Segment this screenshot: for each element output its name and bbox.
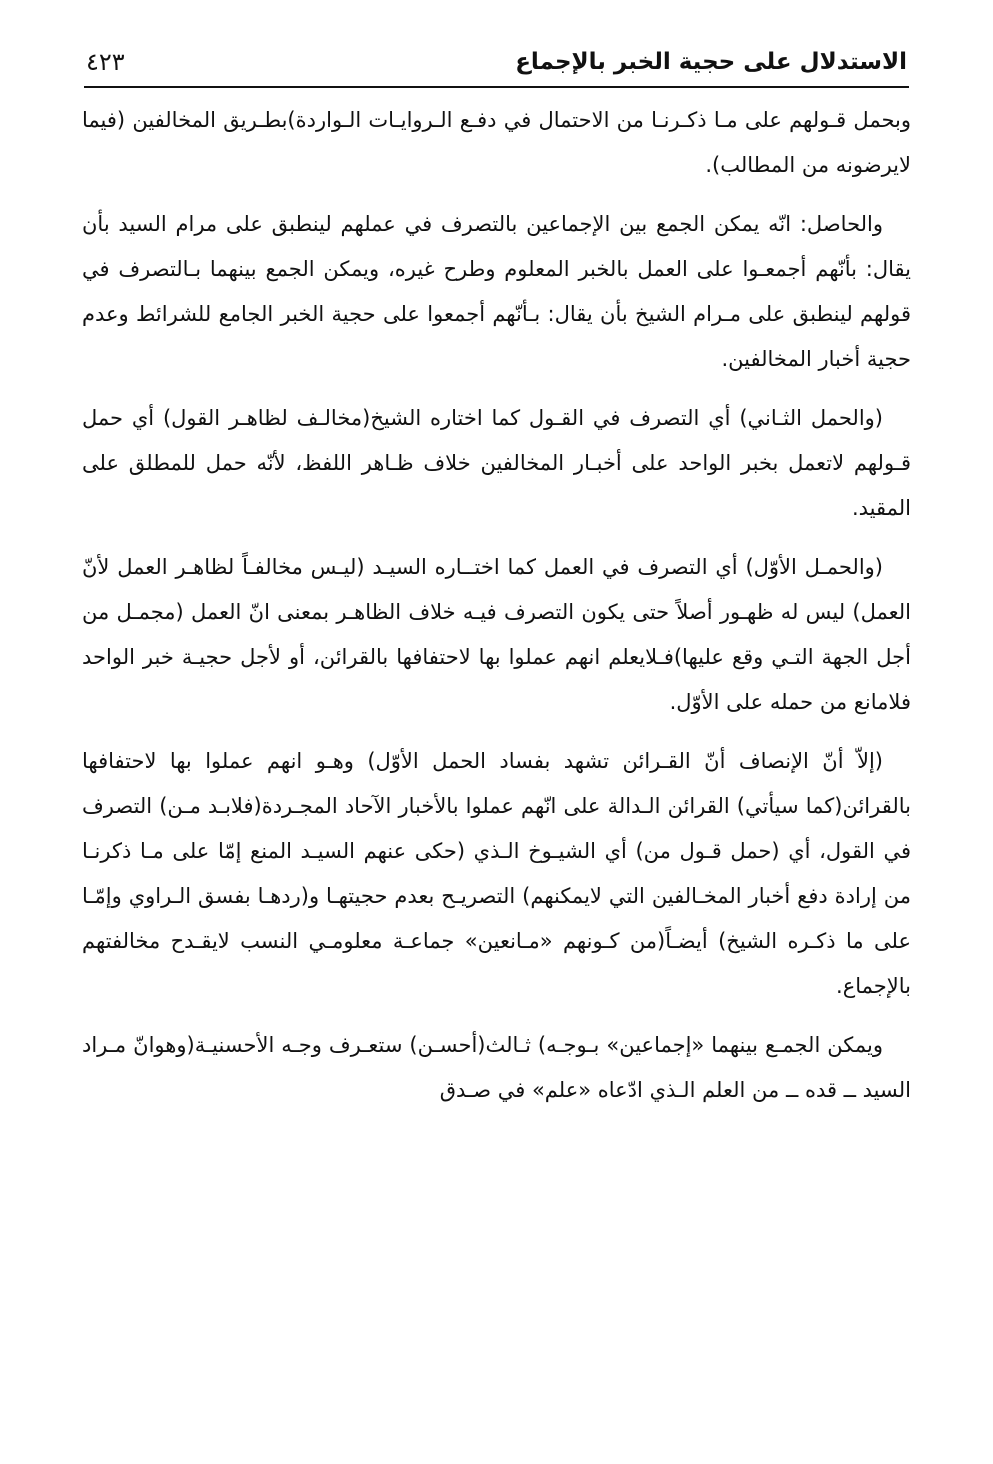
paragraph-4: (والحمـل الأوّل) أي التصرف في العمل كما اختــاره السيـد (ليـس مخالفـاً لظاهـر العمل لأنّ العمل) ليس له ظهـور أصلاً حتى يكون التصرف فيـه خلاف الظاهـر بمعنى انّ العمل (مجمـل من أجل الجهة التـي وقع عليها)فـلايعلم انهم عملوا بها لاحتفافها بالقرائن، أو لأجل حجيـة خبر الواحد فلامانع من حمله على الأوّل. bbox=[82, 555, 911, 714]
paragraph-1: وبحمل قـولهم على مـا ذكـرنـا من الاحتمال في دفـع الـروايـات الـواردة)بطـريق المخالفين (فيما لايرضونه من المطالب). bbox=[82, 108, 911, 177]
paragraph-5: (إلاّ أنّ الإنصاف أنّ القـرائن تشهد بفساد الحمل الأوّل) وهـو انهم عملوا بها لاحتفافها بالقرائن(كما سيأتي) القرائن الـدالة على انّهم عملوا بالأخبار الآحاد المجـردة(فلابـد مـن) التصرف في القول، أي (حمل قـول من) أي الشيـوخ الـذي (حكى عنهم السيـد المنع إمّا على مـا ذكرنـا من إرادة دفع أخبار المخـالفين التي لايمكنهم) التصريـح بعدم حجيتهـا و(ردهـا بفسق الـراوي وإمّـا على ما ذكـره الشيخ) أيضـاً(من كـونهم «مـانعين» جماعـة معلومـي النسب لايقـدح مخالفتهم بالإجماع. bbox=[82, 749, 911, 998]
header-rule bbox=[84, 86, 909, 88]
page-number: ٤٢٣ bbox=[86, 48, 125, 76]
paragraph-3: (والحمل الثـاني) أي التصرف في القـول كما اختاره الشيخ(مخالـف لظاهـر القول) أي حمل قـولهم لاتعمل بخبر الواحد على أخبـار المخالفين خلاف ظـاهر اللفظ، لأنّه حمل للمطلق على المقيد. bbox=[82, 406, 911, 520]
body-text bbox=[82, 98, 911, 1434]
running-title: الاستدلال على حجية الخبر بالإجماع bbox=[515, 49, 907, 75]
paragraph-6: ويمكن الجمـع بينهما «إجماعين» بـوجـه) ثـالث(أحسـن) ستعـرف وجـه الأحسنيـة(وهوانّ مـراد السيد ــ قده ــ من العلم الـذي ادّعاه «علم» في صـدق bbox=[82, 1033, 911, 1102]
page-header bbox=[86, 36, 907, 80]
paragraph-2: والحاصل: انّه يمكن الجمع بين الإجماعين بالتصرف في عملهم لينطبق على مرام السيد بأن يقال: بأنّهم أجمعـوا على العمل بالخبر المعلوم وطرح غيره، ويمكن الجمع بينهما بـالتصرف في قولهم لينطبق على مـرام الشيخ بأن يقال: بـأنّهم أجمعوا على حجية الخبر الجامع للشرائط وعدم حجية أخبار المخالفين. bbox=[82, 212, 911, 371]
